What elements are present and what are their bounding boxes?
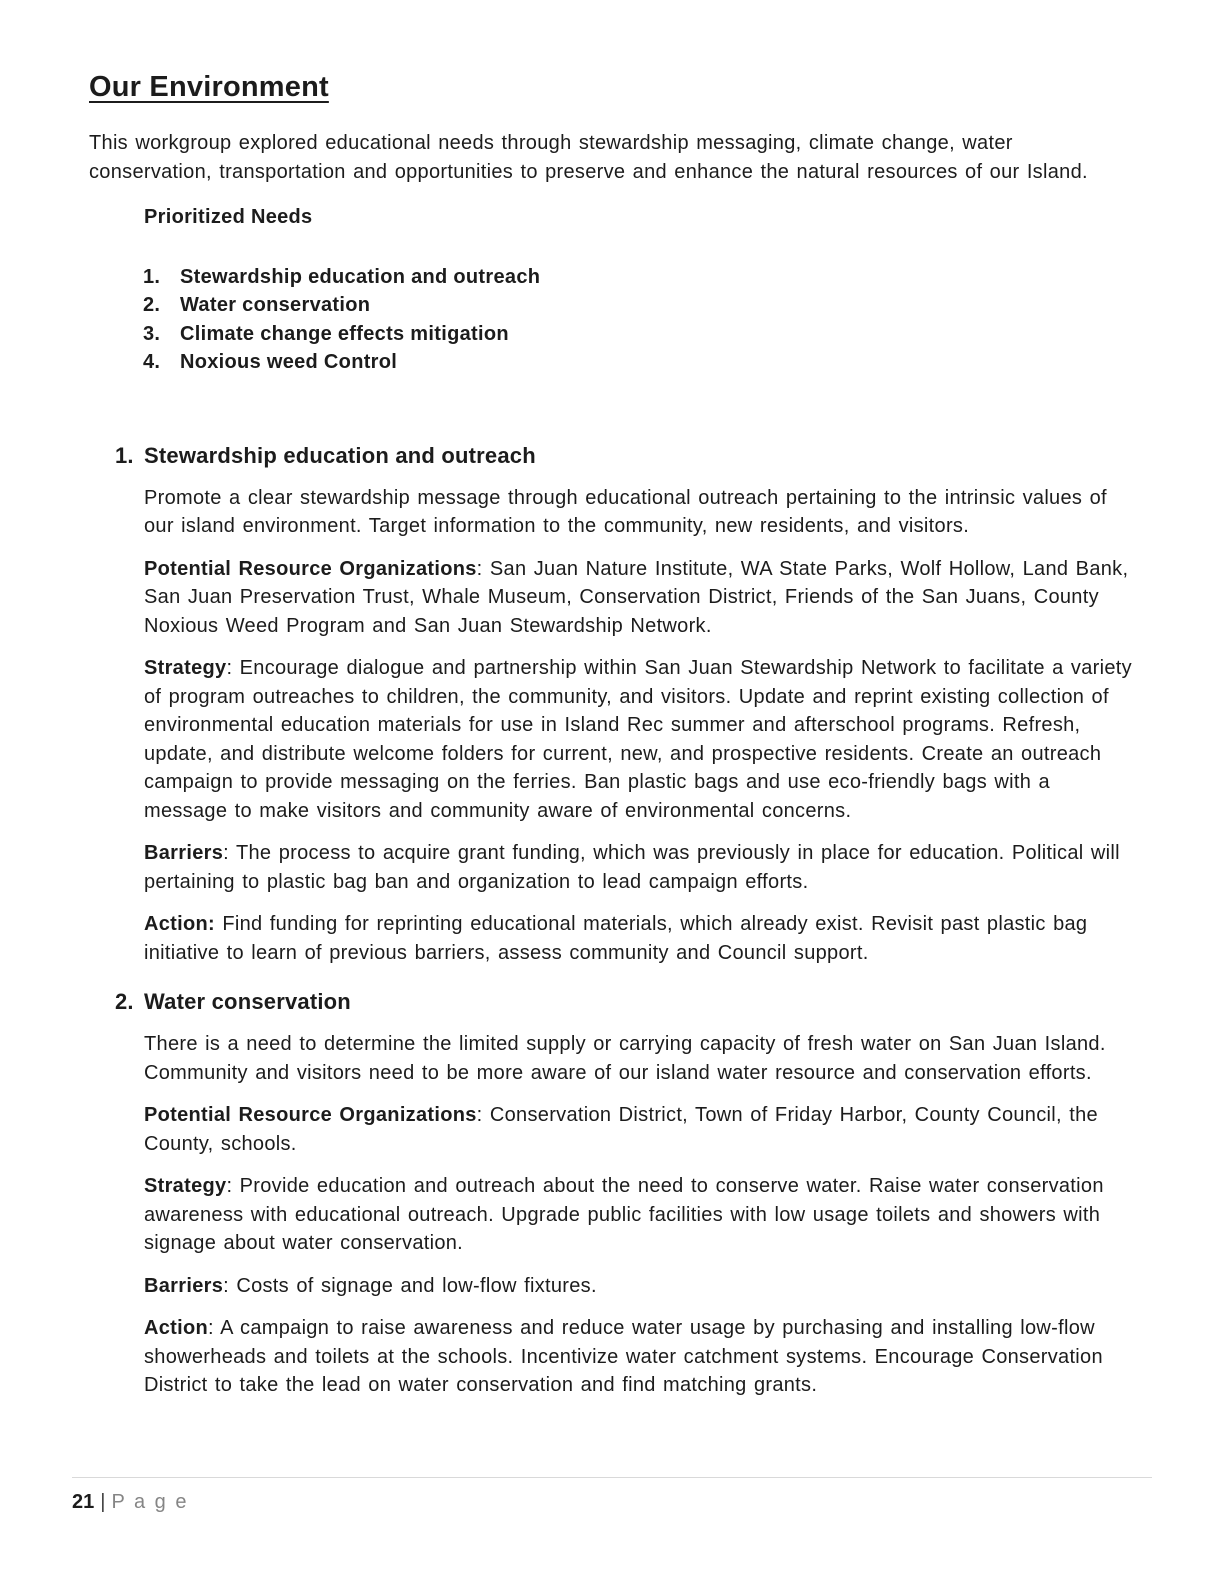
paragraph: [144, 1172, 1135, 1258]
section-heading-label: Stewardship education and outreach: [144, 442, 536, 468]
intro-paragraph: This workgroup explored educational needs through stewardship messaging, climate change, water conservation, transportation and opportunities to preserve and enhance the natural resources of our Island.: [89, 132, 1088, 183]
paragraph: [144, 839, 1135, 896]
paragraph-text: : A campaign to raise awareness and reduce water usage by purchasing and installing low-flow showerheads and toilets at the schools. Incentivize water catchment systems. Encourage Conservation District to take the lead on water conservation and find matching grants.: [144, 1317, 1103, 1396]
page-title: Our Environment: [89, 71, 329, 103]
list-item-number: 4.: [143, 351, 161, 373]
paragraph: [144, 910, 1135, 967]
page-footer: [72, 1489, 188, 1515]
paragraph-text: Promote a clear stewardship message through educational outreach pertaining to the intrinsic values of our island environment. Target information to the community, new residents, and visitors.: [144, 486, 1107, 537]
list-item: [89, 348, 1135, 377]
footer-divider: [72, 1477, 1152, 1478]
paragraph: [144, 555, 1135, 641]
paragraph-text: : Encourage dialogue and partnership within San Juan Stewardship Network to facilitate a variety of program outreaches to children, the community, and visitors. Update and reprint existing collection of environmental education materials for use in Island Rec summer and afterschool programs. Refresh, update, and distribute welcome folders for current, new, and prospective residents. Create an outreach campaign to provide messaging on the ferries. Ban plastic bags and use eco-friendly bags with a message to make visitors and community aware of environmental concerns.: [144, 657, 1132, 822]
paragraph-text: There is a need to determine the limited supply or carrying capacity of fresh water on San Juan Island. Community and visitors need to be more aware of our island water resource and conservation efforts.: [144, 1033, 1106, 1084]
paragraph-label: Strategy: [144, 657, 227, 679]
paragraph: [144, 1314, 1135, 1400]
footer-page-number: 21: [72, 1491, 95, 1513]
list-item: [89, 291, 1135, 320]
list-item-label: Climate change effects mitigation: [180, 322, 509, 345]
list-item-label: Water conservation: [180, 294, 371, 316]
list-item: [89, 320, 1135, 349]
paragraph-text: : Costs of signage and low-flow fixtures.: [223, 1274, 597, 1297]
footer-page-label: P a g e: [111, 1491, 189, 1513]
footer-separator: |: [100, 1491, 106, 1513]
prioritized-needs-heading: Prioritized Needs: [144, 206, 313, 228]
paragraph: [144, 1272, 1135, 1301]
paragraph-label: Action: [144, 1317, 209, 1339]
paragraph-label: Barriers: [144, 1274, 224, 1297]
paragraph-text: : The process to acquire grant funding, which was previously in place for education. Political will pertaining to plastic bag ban and organization to lead campaign efforts.: [144, 842, 1120, 893]
paragraph-label: Action:: [144, 913, 215, 935]
paragraph: [144, 654, 1135, 825]
section-heading: [89, 987, 1135, 1017]
paragraph: [144, 1030, 1135, 1087]
section-number: 2.: [115, 989, 134, 1014]
paragraph-label: Potential Resource Organizations: [144, 557, 477, 580]
list-item-number: 2.: [143, 294, 161, 316]
prioritized-needs-list: [89, 263, 1135, 377]
section-number: 1.: [115, 442, 134, 468]
list-item-number: 3.: [143, 322, 161, 345]
list-item-label: Stewardship education and outreach: [180, 265, 541, 288]
paragraph-text: : Conservation District, Town of Friday Harbor, County Council, the County, schools.: [144, 1104, 1098, 1155]
paragraph-label: Strategy: [144, 1175, 227, 1197]
paragraph-label: Potential Resource Organizations: [144, 1104, 477, 1126]
list-item: [89, 263, 1135, 292]
section-heading-label: Water conservation: [144, 989, 351, 1014]
paragraph-text: : San Juan Nature Institute, WA State Parks, Wolf Hollow, Land Bank, San Juan Preservation Trust, Whale Museum, Conservation District, Friends of the San Juans, County Noxious Weed Program and San Juan Stewardship Network.: [144, 557, 1129, 637]
paragraph-text: : Provide education and outreach about the need to conserve water. Raise water conservation awareness with educational outreach. Upgrade public facilities with low usage toilets and showers with signage about water conservation.: [144, 1175, 1104, 1254]
page-content: [89, 70, 1135, 1414]
list-item-number: 1.: [143, 265, 161, 288]
paragraph-label: Barriers: [144, 842, 224, 864]
paragraph: [144, 1101, 1135, 1158]
paragraph: [144, 484, 1135, 541]
section-heading: [89, 441, 1135, 471]
paragraph-text: Find funding for reprinting educational materials, which already exist. Revisit past plastic bag initiative to learn of previous barriers, assess community and Council support.: [144, 913, 1088, 964]
list-item-label: Noxious weed Control: [180, 351, 398, 373]
